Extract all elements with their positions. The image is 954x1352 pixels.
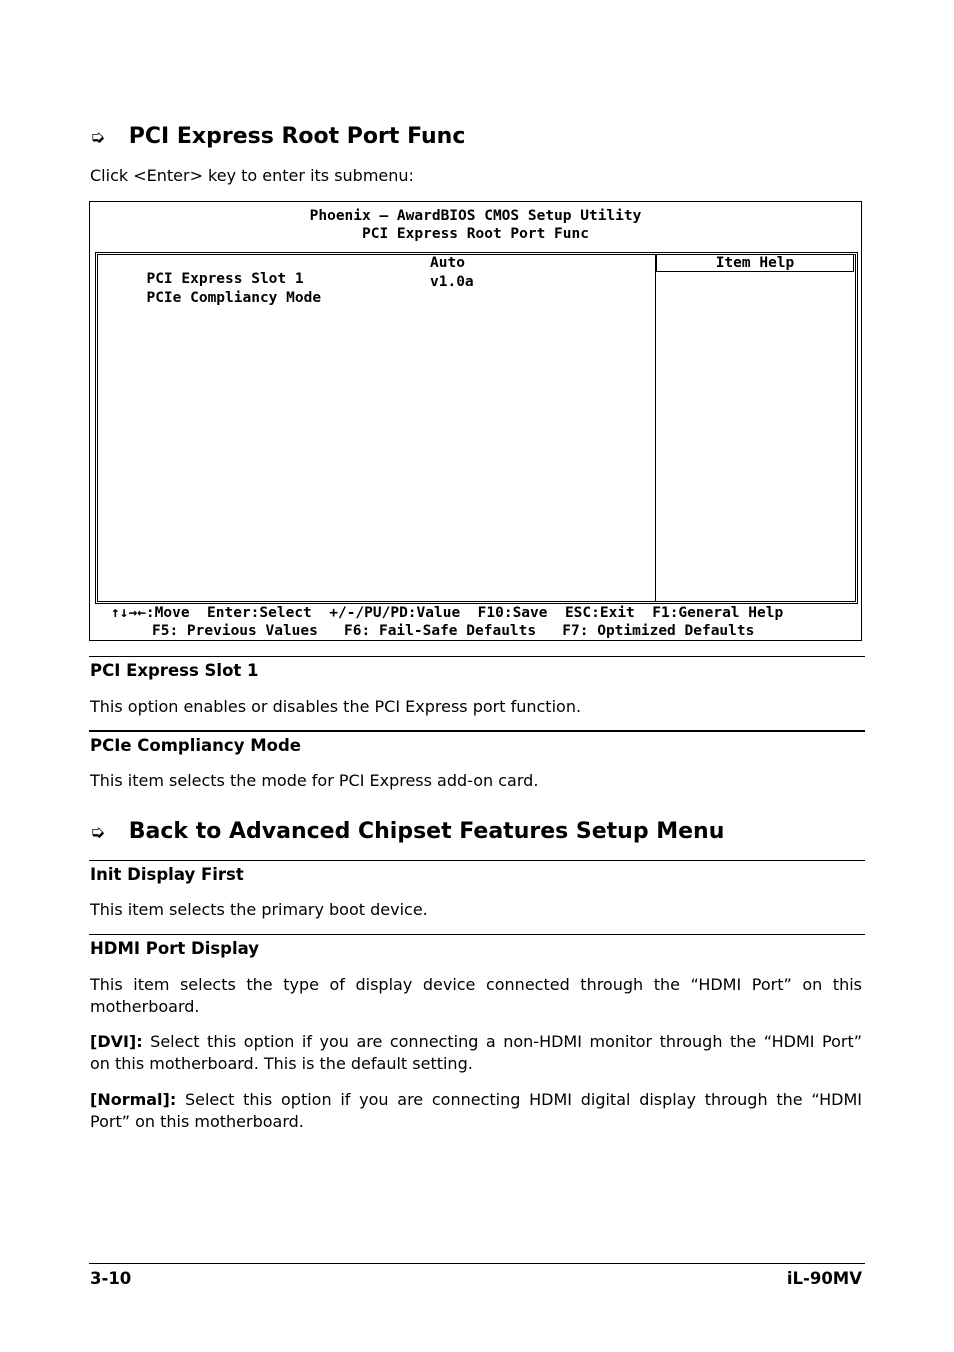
bios-item-value-pcie-compliancy-mode[interactable]: v1.0a <box>430 274 474 290</box>
section-heading-back-to-advanced-chipset <box>90 819 724 844</box>
bios-footer-line1: ↑↓→←:Move Enter:Select +/-/PU/PD:Value F10:Save ESC:Exit F1:General Help <box>111 605 784 621</box>
option-desc-init-display-first: This item selects the primary boot device. <box>90 900 428 919</box>
section-title: PCI Express Root Port Func <box>128 124 466 149</box>
arrow-bullet-icon: ➭ <box>90 127 106 148</box>
footer-divider <box>89 1263 865 1264</box>
divider <box>89 656 865 657</box>
divider <box>89 860 865 861</box>
section-heading-pci-express-root-port <box>90 124 465 149</box>
bios-footer-line2: F5: Previous Values F6: Fail-Safe Defaults F7: Optimized Defaults <box>152 623 755 639</box>
bios-item-label: PCI Express Slot 1 <box>146 271 304 287</box>
dvi-label: [DVI]: <box>90 1032 143 1051</box>
bios-item-pcie-compliancy-mode[interactable] <box>129 274 321 306</box>
dvi-paragraph-line1 <box>90 1031 862 1053</box>
option-desc-pcie-compliancy-mode: This item selects the mode for PCI Express add-on card. <box>90 771 539 790</box>
model-name: iL-90MV <box>786 1269 862 1288</box>
option-desc-pci-express-slot-1: This option enables or disables the PCI Express port function. <box>90 697 582 716</box>
option-desc-hdmi-line2: motherboard. <box>90 997 200 1016</box>
section-title: Back to Advanced Chipset Features Setup Menu <box>128 819 725 844</box>
intro-text: Click <Enter> key to enter its submenu: <box>90 166 414 185</box>
divider <box>89 730 865 732</box>
normal-paragraph-line2: Port” on this motherboard. <box>90 1112 304 1131</box>
item-help-divider <box>655 255 656 602</box>
option-title-hdmi-port-display: HDMI Port Display <box>90 939 260 958</box>
arrow-bullet-icon: ➭ <box>90 822 106 843</box>
normal-label: [Normal]: <box>90 1090 177 1109</box>
bios-item-label: PCIe Compliancy Mode <box>146 290 322 306</box>
bios-title-line1: Phoenix – AwardBIOS CMOS Setup Utility <box>309 208 642 224</box>
normal-paragraph-line1 <box>90 1089 862 1111</box>
option-desc-hdmi-line1: This item selects the type of display device connected through the “HDMI Port” on this <box>90 975 862 994</box>
divider <box>89 934 865 935</box>
option-title-pci-express-slot-1: PCI Express Slot 1 <box>90 661 259 680</box>
option-title-pcie-compliancy-mode: PCIe Compliancy Mode <box>90 736 301 755</box>
option-title-init-display-first: Init Display First <box>90 865 244 884</box>
normal-text: Select this option if you are connecting HDMI digital display through the “HDMI <box>176 1090 862 1109</box>
item-help-title: Item Help <box>715 255 795 271</box>
bios-title-line2: PCI Express Root Port Func <box>362 226 589 242</box>
bios-item-value-pci-express-slot-1[interactable]: Auto <box>430 255 465 271</box>
dvi-text: Select this option if you are connecting a non-HDMI monitor through the “HDMI Port” <box>142 1032 862 1051</box>
dvi-paragraph-line2: on this motherboard. This is the default setting. <box>90 1054 473 1073</box>
page-number: 3-10 <box>90 1269 132 1288</box>
